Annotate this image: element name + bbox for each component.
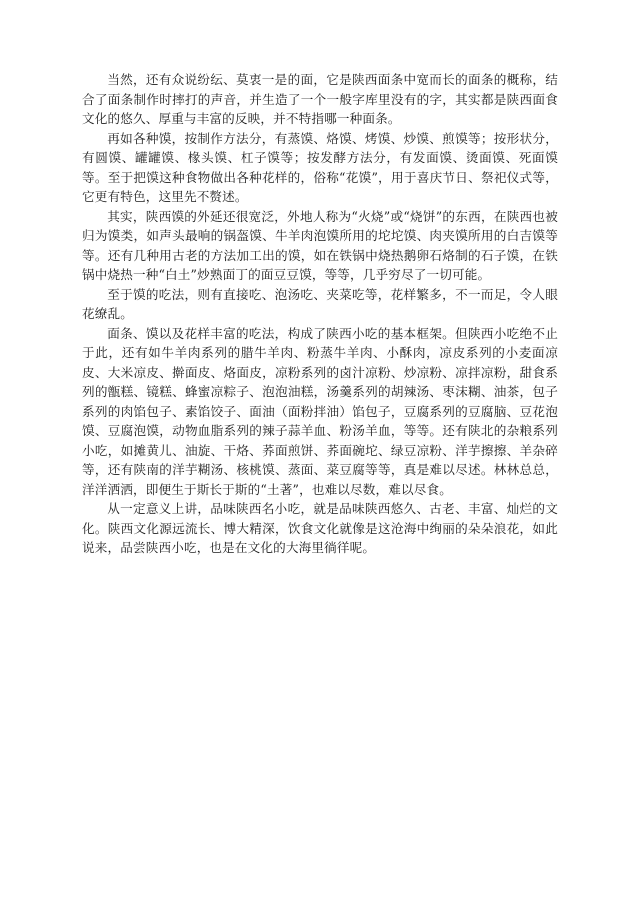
paragraph-1: 当然，还有众说纷纭、莫衷一是的面，它是陕西面条中宽而长的面条的概称，结合了面条制作时摔打的声音，并生造了一个一般字库里没有的字，其实都是陕西面食文化的悠久、厚重与丰富的反映，并不特指哪一种面条。 [82, 72, 558, 126]
paragraph-3: 其实，陕西馍的外延还很宽泛，外地人称为“火烧”或“烧饼”的东西，在陕西也被归为馍类，如声头最响的锅盔馍、牛羊肉泡馍所用的坨坨馍、肉夹馍所用的白吉馍等等。还有几种用古老的方法加工出的馍，如在铁锅中烧热鹅卵石烙制的石子馍，在铁锅中烧热一种“白土”炒熟面丁的面豆豆馍，等等，几乎穷尽了一切可能。 [82, 208, 558, 282]
paragraph-5: 面条、馍以及花样丰富的吃法，构成了陕西小吃的基本框架。但陕西小吃绝不止于此，还有如牛羊肉系列的腊牛羊肉、粉蒸牛羊肉、小酥肉，凉皮系列的小麦面凉皮、大米凉皮、擀面皮、烙面皮，凉粉系列的卤汁凉粉、炒凉粉、凉拌凉粉，甜食系列的甑糕、镜糕、蜂蜜凉粽子、泡泡油糕，汤羹系列的胡辣汤、枣沫糊、油茶，包子系列的肉馅包子、素馅饺子、面油（面粉拌油）馅包子，豆腐系列的豆腐脑、豆花泡馍、豆腐泡馍，动物血脂系列的辣子蒜羊血、粉汤羊血，等等。还有陕北的杂粮系列小吃，如摊黄儿、油旋、干烙、荞面煎饼、荞面碗坨、绿豆凉粉、洋芋擦擦、羊杂碎等，还有陕南的洋芋糊汤、核桃馍、蒸面、菜豆腐等等，真是难以尽述。林林总总，洋洋洒洒，即便生于斯长于斯的“土著”，也难以尽数，难以尽食。 [82, 325, 558, 497]
paragraph-2: 再如各种馍，按制作方法分，有蒸馍、烙馍、烤馍、炒馍、煎馍等；按形状分，有圆馍、罐罐馍、椽头馍、杠子馍等；按发酵方法分，有发面馍、烫面馍、死面馍等。至于把馍这种食物做出各种花样的，俗称“花馍”，用于喜庆节日、祭祀仪式等，它更有特色，这里先不赘述。 [82, 130, 558, 204]
document-page [82, 70, 558, 558]
paragraph-4: 至于馍的吃法，则有直接吃、泡汤吃、夹菜吃等，花样繁多，不一而足，令人眼花缭乱。 [82, 286, 558, 321]
paragraph-6: 从一定意义上讲，品味陕西名小吃，就是品味陕西悠久、古老、丰富、灿烂的文化。陕西文化源远流长、博大精深，饮食文化就像是这沧海中绚丽的朵朵浪花，如此说来，品尝陕西小吃，也是在文化的大海里徜徉呢。 [82, 501, 558, 555]
